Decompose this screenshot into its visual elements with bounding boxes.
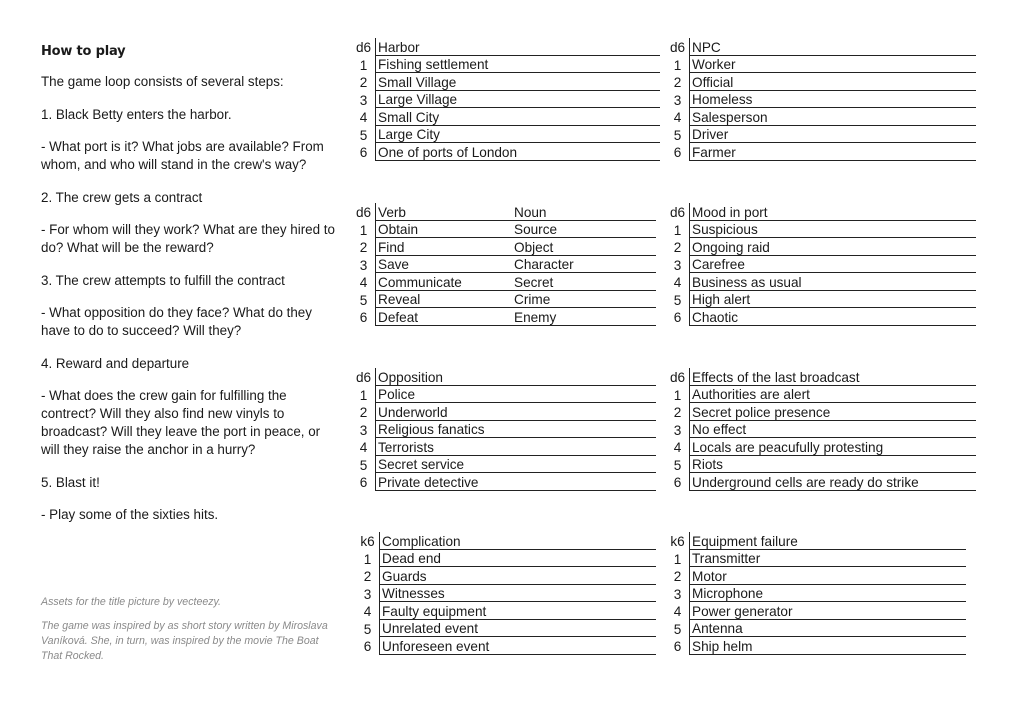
noun-cell: Object [512, 238, 656, 256]
verb-cell: Defeat [376, 308, 513, 326]
roll-number: 2 [666, 73, 690, 91]
verb-cell: Communicate [376, 273, 513, 291]
roll-number: 5 [352, 290, 376, 308]
table-cell: Worker [690, 55, 977, 73]
table-header: NPC [690, 38, 977, 55]
table-cell: Faulty equipment [380, 602, 657, 620]
verb-cell: Reveal [376, 290, 513, 308]
table-header: Verb [376, 203, 513, 220]
die-label: k6 [666, 532, 690, 549]
verb-cell: Obtain [376, 220, 513, 238]
verb-noun-table [352, 203, 656, 326]
table-cell: No effect [690, 420, 977, 438]
complication-table [356, 532, 656, 655]
roll-number: 6 [352, 473, 376, 491]
noun-cell: Enemy [512, 308, 656, 326]
table-header: Equipment failure [690, 532, 967, 549]
roll-number: 6 [666, 473, 690, 491]
table-cell: Underworld [376, 403, 657, 421]
table-cell: Large City [376, 125, 661, 143]
table-cell: Driver [690, 125, 977, 143]
verb-cell: Find [376, 238, 513, 256]
inspiration-credit: The game was inspired by as short story written by Miroslava Vaníková. She, in turn, was inspired by the movie The Boat That Rocked. [41, 620, 328, 662]
roll-number: 1 [352, 55, 376, 73]
noun-cell: Secret [512, 273, 656, 291]
roll-number: 5 [356, 619, 380, 637]
table-cell: Riots [690, 455, 977, 473]
roll-number: 6 [666, 637, 690, 655]
roll-number: 2 [352, 73, 376, 91]
roll-number: 4 [352, 438, 376, 456]
howto-paragraph: - What does the crew gain for fulfilling the contrect? Will they also find new vinyls to broadcast? Will they leave the port in peace, or will they raise the anchor in a hurry? [41, 388, 321, 457]
table-cell: Homeless [690, 90, 977, 108]
roll-number: 4 [666, 273, 690, 291]
table-header: Noun [512, 203, 656, 220]
die-label: d6 [352, 203, 376, 220]
die-label: d6 [666, 203, 690, 220]
table-cell: Small Village [376, 73, 661, 91]
how-to-play-section [41, 44, 341, 539]
roll-number: 6 [352, 143, 376, 161]
table-header: Effects of the last broadcast [690, 368, 977, 385]
table-cell: Private detective [376, 473, 657, 491]
howto-paragraph: - What port is it? What jobs are available? From whom, and who will stand in the crew's way? [41, 139, 324, 172]
noun-cell: Character [512, 255, 656, 273]
table-cell: Ongoing raid [690, 238, 977, 256]
table-cell: High alert [690, 290, 977, 308]
roll-number: 5 [352, 125, 376, 143]
table-cell: Small City [376, 108, 661, 126]
roll-number: 4 [352, 273, 376, 291]
roll-number: 2 [666, 238, 690, 256]
howto-paragraph: 5. Blast it! [41, 474, 100, 490]
roll-number: 3 [666, 90, 690, 108]
die-label: k6 [356, 532, 380, 549]
table-cell: One of ports of London [376, 143, 661, 161]
npc-table [666, 38, 976, 161]
table-cell: Locals are peacufully protesting [690, 438, 977, 456]
die-label: d6 [352, 368, 376, 385]
roll-number: 4 [352, 108, 376, 126]
table-cell: Power generator [690, 602, 967, 620]
table-header: Complication [380, 532, 657, 549]
table-cell: Secret police presence [690, 403, 977, 421]
roll-number: 1 [356, 549, 380, 567]
roll-number: 5 [666, 619, 690, 637]
roll-number: 2 [356, 567, 380, 585]
table-header: Opposition [376, 368, 657, 385]
roll-number: 1 [352, 220, 376, 238]
assets-credit: Assets for the title picture by vecteezy. [41, 596, 221, 608]
roll-number: 6 [356, 637, 380, 655]
howto-paragraph: 1. Black Betty enters the harbor. [41, 106, 232, 122]
how-to-play-title: How to play [41, 44, 126, 59]
harbor-table [352, 38, 660, 161]
roll-number: 5 [352, 455, 376, 473]
roll-number: 1 [666, 549, 690, 567]
table-cell: Antenna [690, 619, 967, 637]
roll-number: 6 [666, 308, 690, 326]
noun-cell: Source [512, 220, 656, 238]
noun-cell: Crime [512, 290, 656, 308]
table-cell: Authorities are alert [690, 385, 977, 403]
roll-number: 5 [666, 455, 690, 473]
table-cell: Farmer [690, 143, 977, 161]
roll-number: 3 [352, 420, 376, 438]
roll-number: 1 [666, 220, 690, 238]
roll-number: 4 [666, 602, 690, 620]
table-cell: Religious fanatics [376, 420, 657, 438]
roll-number: 1 [666, 55, 690, 73]
opposition-table [352, 368, 656, 491]
table-cell: Secret service [376, 455, 657, 473]
table-cell: Guards [380, 567, 657, 585]
roll-number: 4 [666, 108, 690, 126]
broadcast-effects-table [666, 368, 976, 491]
roll-number: 2 [666, 403, 690, 421]
howto-paragraph: 3. The crew attempts to fulfill the contract [41, 272, 285, 288]
roll-number: 2 [352, 238, 376, 256]
table-cell: Terrorists [376, 438, 657, 456]
equipment-failure-table [666, 532, 966, 655]
mood-table [666, 203, 976, 326]
table-cell: Police [376, 385, 657, 403]
table-cell: Suspicious [690, 220, 977, 238]
howto-paragraph: 4. Reward and departure [41, 355, 190, 371]
table-cell: Witnesses [380, 584, 657, 602]
roll-number: 4 [666, 438, 690, 456]
table-cell: Chaotic [690, 308, 977, 326]
table-cell: Microphone [690, 584, 967, 602]
table-cell: Ship helm [690, 637, 967, 655]
roll-number: 2 [666, 567, 690, 585]
table-cell: Carefree [690, 255, 977, 273]
die-label: d6 [352, 38, 376, 55]
table-cell: Official [690, 73, 977, 91]
howto-paragraph: - For whom will they work? What are they hired to do? What will be the reward? [41, 222, 335, 255]
howto-paragraph: The game loop consists of several steps: [41, 74, 284, 89]
table-cell: Motor [690, 567, 967, 585]
verb-cell: Save [376, 255, 513, 273]
table-cell: Unrelated event [380, 619, 657, 637]
roll-number: 3 [356, 584, 380, 602]
roll-number: 6 [666, 143, 690, 161]
roll-number: 6 [352, 308, 376, 326]
roll-number: 5 [666, 125, 690, 143]
table-header: Mood in port [690, 203, 977, 220]
roll-number: 3 [352, 255, 376, 273]
die-label: d6 [666, 368, 690, 385]
table-cell: Transmitter [690, 549, 967, 567]
roll-number: 1 [352, 385, 376, 403]
table-cell: Business as usual [690, 273, 977, 291]
table-cell: Unforeseen event [380, 637, 657, 655]
credits [41, 595, 331, 673]
table-header: Harbor [376, 38, 661, 55]
roll-number: 3 [666, 584, 690, 602]
die-label: d6 [666, 38, 690, 55]
table-cell: Fishing settlement [376, 55, 661, 73]
table-cell: Salesperson [690, 108, 977, 126]
roll-number: 4 [356, 602, 380, 620]
roll-number: 5 [666, 290, 690, 308]
howto-paragraph: - What opposition do they face? What do they have to do to succeed? Will they? [41, 305, 312, 338]
howto-paragraph: - Play some of the sixties hits. [41, 507, 219, 522]
table-cell: Dead end [380, 549, 657, 567]
roll-number: 3 [666, 255, 690, 273]
table-cell: Large Village [376, 90, 661, 108]
howto-paragraph: 2. The crew gets a contract [41, 189, 203, 205]
roll-number: 2 [352, 403, 376, 421]
roll-number: 3 [352, 90, 376, 108]
table-cell: Underground cells are ready do strike [690, 473, 977, 491]
roll-number: 3 [666, 420, 690, 438]
roll-number: 1 [666, 385, 690, 403]
